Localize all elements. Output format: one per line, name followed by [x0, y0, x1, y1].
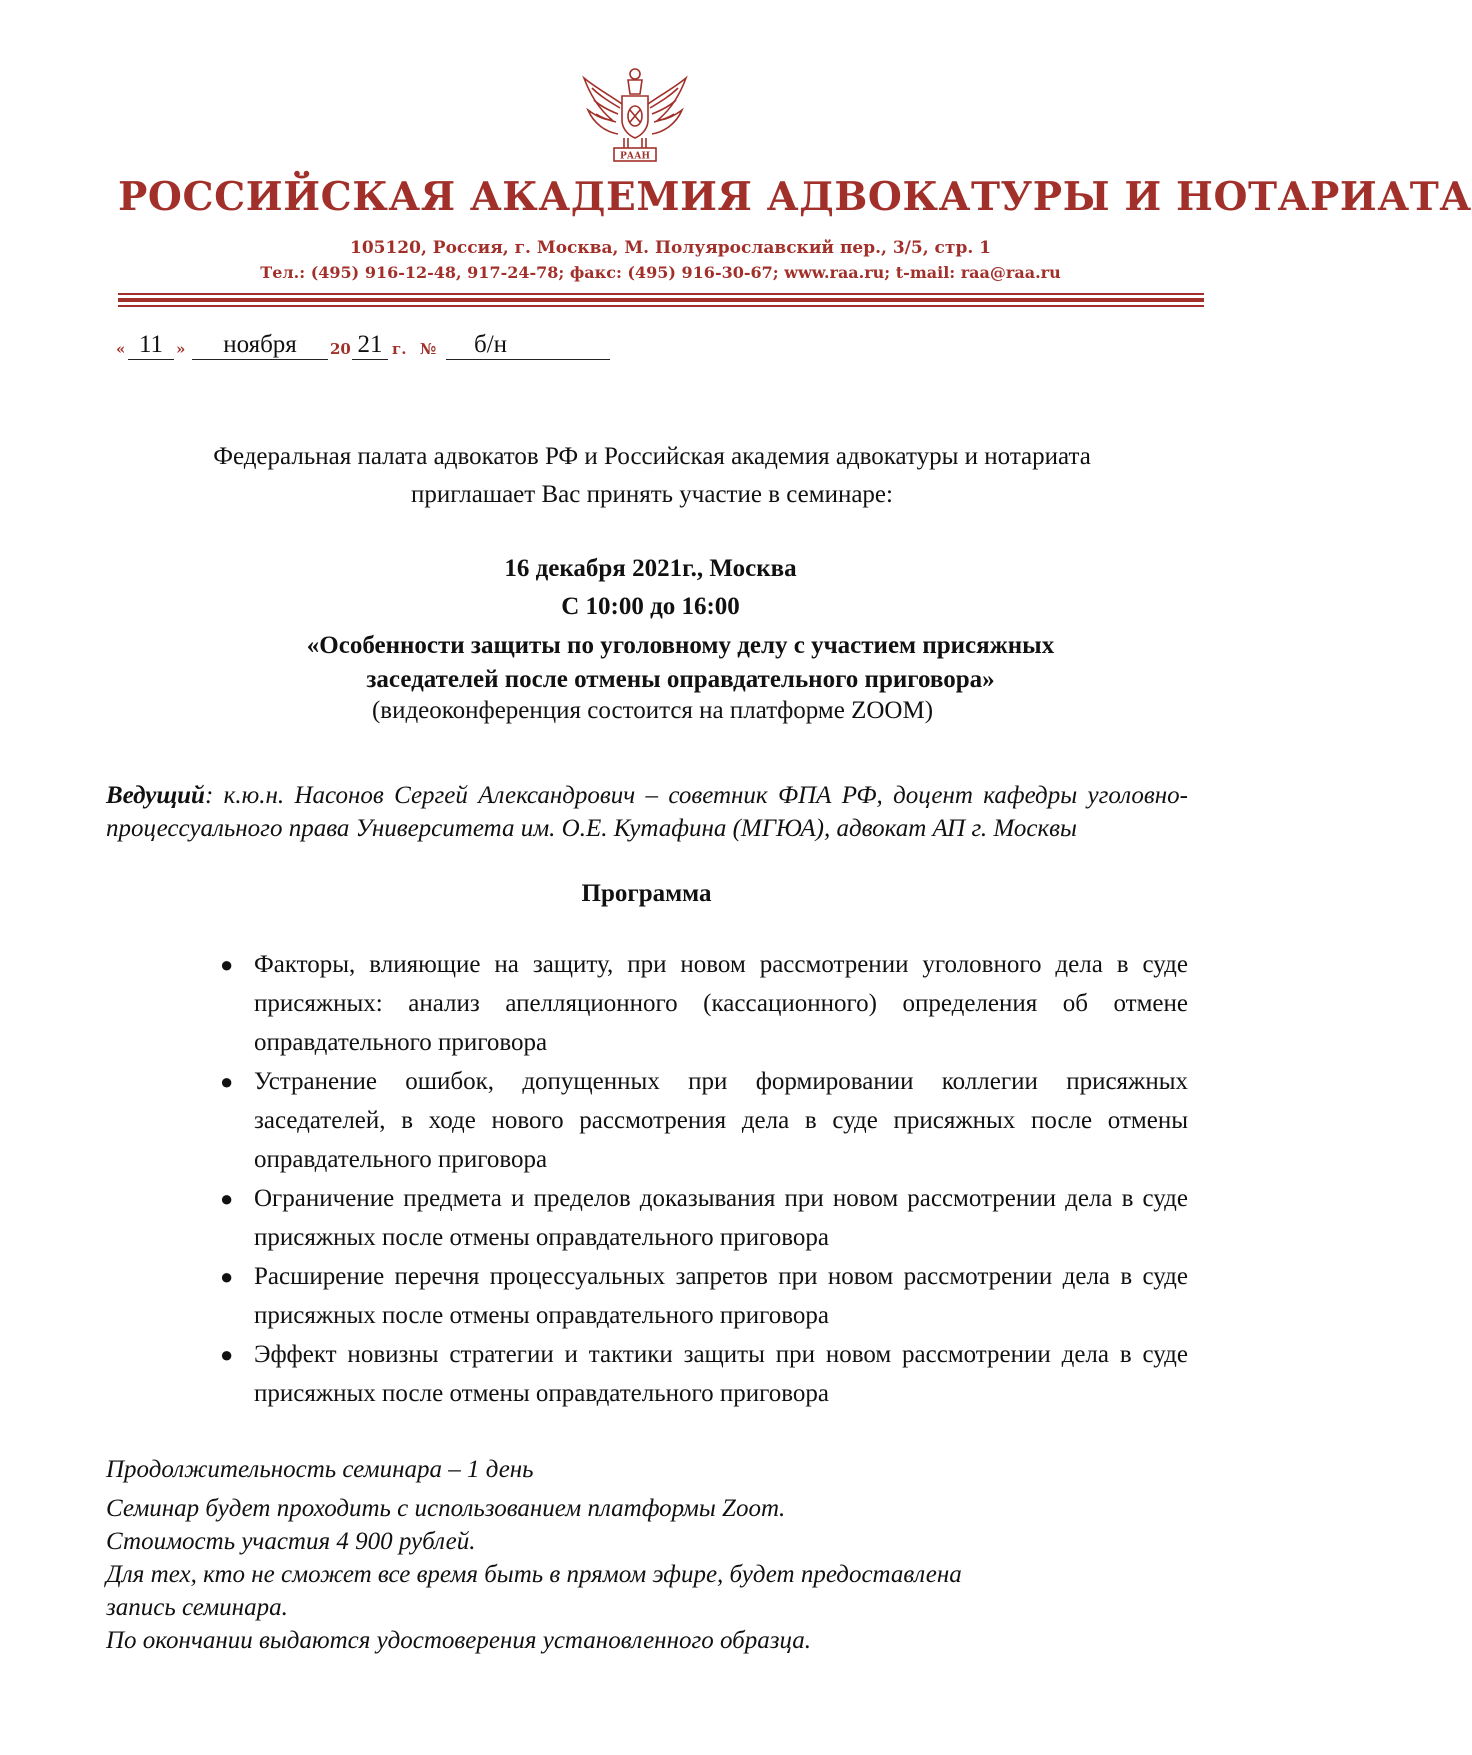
seminar-host — [106, 779, 1188, 845]
date-year-label: г. — [392, 340, 407, 358]
seminar-duration: Продолжительность семинара – 1 день — [106, 1456, 534, 1483]
program-title: Программа — [581, 880, 712, 907]
program-item: ● Ограничение предмета и пределов доказывания при новом рассмотрении дела в суде присяжных после отмены оправдательного приговора — [254, 1179, 1188, 1257]
seminar-platform: Семинар будет проходить с использованием платформы Zoom. — [106, 1495, 786, 1522]
seminar-certificate: По окончании выдаются удостоверения установленного образца. — [106, 1627, 812, 1654]
program-item: ● Эффект новизны стратегии и тактики защиты при новом рассмотрении дела в суде присяжных после отмены оправдательного приговора — [254, 1335, 1188, 1413]
program-item: ● Факторы, влияющие на защиту, при новом рассмотрении уголовного дела в суде присяжных: анализ апелляционного (кассационного) определения об отмене оправдательного приговора — [254, 945, 1188, 1062]
date-month: ноября — [192, 331, 328, 360]
event-platform-note: (видеоконференция состоится на платформе ZOOM) — [371, 697, 934, 724]
date-day: 11 — [128, 331, 174, 360]
date-year-suffix: 21 — [352, 331, 388, 360]
document-date-line — [116, 324, 676, 360]
bullet-icon: ● — [220, 952, 234, 977]
invitation-line-1: Федеральная палата адвокатов РФ и Российская академия адвокатуры и нотариата — [213, 443, 1091, 470]
seminar-recording-line-2: запись семинара. — [106, 1594, 288, 1621]
organization-contacts: Тел.: (495) 916-12-48, 917-24-78; факс: (495) 916-30-67; www.raa.ru; t-mail: raa@raa.ru — [260, 263, 1061, 282]
seminar-price: Стоимость участия 4 900 рублей. — [106, 1528, 476, 1555]
event-date: 16 декабря 2021г., Москва — [504, 555, 797, 582]
event-title-line-1: «Особенности защиты по уголовному делу с участием присяжных — [306, 632, 1055, 659]
date-year-prefix: 20 — [330, 340, 351, 358]
organization-name: РОССИЙСКАЯ АКАДЕМИЯ АДВОКАТУРЫ И НОТАРИАТА — [118, 174, 1472, 220]
logo-label: РААН — [620, 151, 650, 162]
bullet-icon: ● — [220, 1069, 234, 1094]
date-quote-open: « — [116, 340, 126, 358]
program-item: ● Расширение перечня процессуальных запретов при новом рассмотрении дела в суде присяжных после отмены оправдательного приговора — [254, 1257, 1188, 1335]
letterhead-rule-top — [118, 293, 1204, 295]
date-quote-close: » — [176, 340, 186, 358]
bullet-icon: ● — [220, 1186, 234, 1211]
host-label-colon: : — [204, 782, 214, 809]
seminar-details — [106, 1453, 1206, 1657]
organization-address: 105120, Россия, г. Москва, М. Полуярославский пер., 3/5, стр. 1 — [349, 238, 991, 258]
bullet-icon: ● — [220, 1342, 234, 1367]
letterhead-rule-bottom — [118, 305, 1204, 307]
seminar-recording-line-1: Для тех, кто не сможет все время быть в прямом эфире, будет предоставлена — [106, 1561, 962, 1588]
event-time: С 10:00 до 16:00 — [561, 593, 740, 620]
program-list — [220, 945, 1188, 1413]
academy-emblem-icon — [578, 64, 692, 164]
event-title-line-2: заседателей после отмены оправдательного приговора» — [366, 666, 995, 693]
invitation-line-2: приглашает Вас принять участие в семинаре: — [411, 481, 893, 508]
bullet-icon: ● — [220, 1264, 234, 1289]
host-description: к.ю.н. Насонов Сергей Александрович – советник ФПА РФ, доцент кафедры уголовно-процессуального права Университета им. О.Е. Кутафина (МГЮА), адвокат АП г. Москвы — [106, 782, 1188, 842]
program-item: ● Устранение ошибок, допущенных при формировании коллегии присяжных заседателей, в ходе нового рассмотрения дела в суде присяжных после отмены оправдательного приговора — [254, 1062, 1188, 1179]
document-number-label: № — [420, 340, 437, 358]
invitation-text — [62, 438, 1242, 514]
document-number: б/н — [446, 331, 610, 360]
host-label: Ведущий — [106, 782, 205, 809]
event-title — [60, 629, 1301, 697]
letterhead-rule-middle — [118, 298, 1204, 302]
